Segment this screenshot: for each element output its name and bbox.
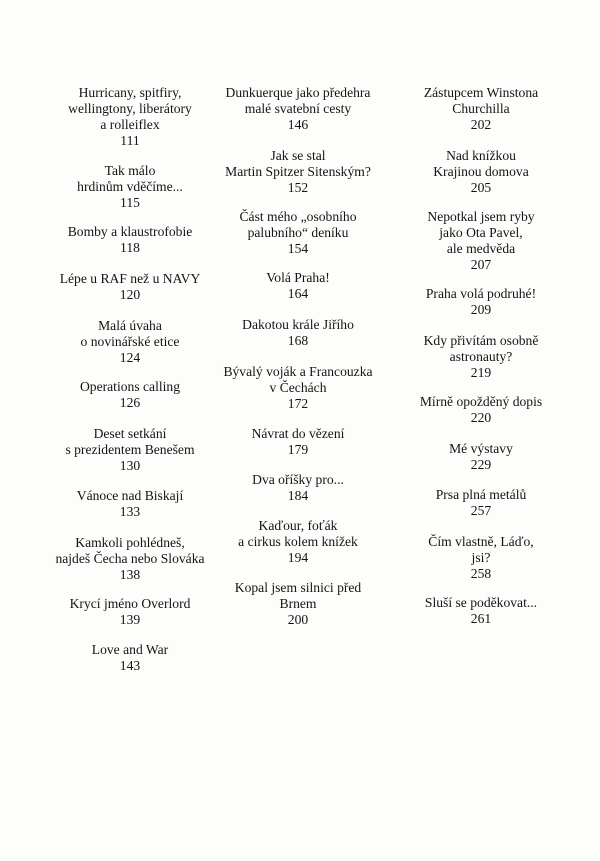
toc-entry-page-number: 124 xyxy=(119,350,141,365)
toc-entry-page-number: 194 xyxy=(287,550,309,565)
toc-entry xyxy=(381,148,581,196)
toc-entry xyxy=(198,317,398,349)
toc-entry-page-number: 138 xyxy=(119,567,141,582)
toc-entry-title-line: Tak málo xyxy=(104,163,156,178)
toc-entry-title-line: Prsa plná metálů xyxy=(435,487,527,502)
toc-entry-title-line: malé svatební cesty xyxy=(244,101,352,116)
toc-entry xyxy=(30,642,230,674)
toc-entry-title-line: hrdinům vděčíme... xyxy=(77,179,183,194)
toc-entry-title-line: Jak se stal xyxy=(270,148,326,163)
toc-entry-page-number: 152 xyxy=(287,180,309,195)
toc-entry-title-line: wellingtony, liberátory xyxy=(68,101,192,116)
toc-entry xyxy=(198,85,398,133)
toc-entry-title-line: Kdy přivítám osobně xyxy=(423,333,539,348)
toc-entry-title-line: Nad knížkou xyxy=(446,148,516,163)
toc-entry xyxy=(381,209,581,273)
toc-entry-page-number: 133 xyxy=(119,504,141,519)
toc-entry-title-line: Mé výstavy xyxy=(449,441,513,456)
toc-entry xyxy=(198,580,398,628)
toc-entry-title-line: s prezidentem Benešem xyxy=(65,442,195,457)
toc-entry xyxy=(381,286,581,318)
toc-entry-page-number: 220 xyxy=(470,410,492,425)
toc-entry xyxy=(198,270,398,302)
toc-entry-page-number: 172 xyxy=(287,396,309,411)
toc-entry-title-line: Kaďour, foťák xyxy=(258,518,338,533)
toc-entry-page-number: 168 xyxy=(287,333,309,348)
toc-entry-title-line: jsi? xyxy=(471,550,491,565)
toc-entry-page-number: 258 xyxy=(470,566,492,581)
toc-entry-title-line: Dakotou krále Jiřího xyxy=(242,317,354,332)
toc-entry-title-line: Krycí jméno Overlord xyxy=(69,596,191,611)
toc-entry-title-line: Praha volá podruhé! xyxy=(425,286,537,301)
toc-entry xyxy=(198,364,398,412)
toc-entry-page-number: 143 xyxy=(119,658,141,673)
toc-entry xyxy=(381,534,581,582)
toc-entry-page-number: 261 xyxy=(470,611,492,626)
toc-entry-title-line: a rolleiflex xyxy=(100,117,160,132)
toc-entry-title-line: v Čechách xyxy=(269,380,327,395)
toc-entry-page-number: 200 xyxy=(287,612,309,627)
toc-entry xyxy=(381,595,581,627)
toc-entry xyxy=(381,394,581,426)
toc-entry xyxy=(381,487,581,519)
toc-entry xyxy=(198,148,398,196)
toc-entry-title-line: Hurricany, spitfiry, xyxy=(78,85,182,100)
toc-entry-title-line: Operations calling xyxy=(79,379,181,394)
toc-entry-title-line: Malá úvaha xyxy=(98,318,162,333)
toc-entry-title-line: Sluší se poděkovat... xyxy=(424,595,538,610)
toc-entry-title-line: Kamkoli pohlédneš, xyxy=(75,535,185,550)
toc-entry-page-number: 130 xyxy=(119,458,141,473)
toc-entry-page-number: 207 xyxy=(470,257,492,272)
toc-entry-page-number: 115 xyxy=(120,195,140,210)
toc-entry-page-number: 111 xyxy=(120,133,140,148)
toc-entry-title-line: Deset setkání xyxy=(93,426,167,441)
toc-entry-title-line: Lépe u RAF než u NAVY xyxy=(59,271,201,286)
toc-entry-page-number: 146 xyxy=(287,117,309,132)
toc-entry-title-line: Zástupcem Winstona xyxy=(423,85,539,100)
toc-entry xyxy=(198,209,398,257)
toc-entry-title-line: Bomby a klaustrofobie xyxy=(67,224,193,239)
toc-entry xyxy=(381,85,581,133)
toc-entry xyxy=(198,426,398,458)
toc-entry-page-number: 257 xyxy=(470,503,492,518)
toc-entry-title-line: Mírně opožděný dopis xyxy=(419,394,543,409)
toc-entry xyxy=(381,441,581,473)
toc-entry-title-line: Dva oříšky pro... xyxy=(252,472,344,487)
toc-entry-title-line: palubního“ deníku xyxy=(247,225,349,240)
toc-entry-page-number: 164 xyxy=(287,286,309,301)
toc-entry-page-number: 179 xyxy=(287,442,309,457)
toc-entry-title-line: Kopal jsem silnici před xyxy=(234,580,362,595)
toc-entry-page-number: 126 xyxy=(119,395,141,410)
toc-entry-title-line: Část mého „osobního xyxy=(239,209,357,224)
toc-entry-title-line: Čím vlastně, Láďo, xyxy=(428,534,534,549)
toc-entry-title-line: Bývalý voják a Francouzka xyxy=(223,364,373,379)
toc-entry-title-line: Nepotkal jsem ryby xyxy=(427,209,535,224)
toc-entry-title-line: Vánoce nad Biskají xyxy=(76,488,184,503)
toc-entry-title-line: Churchilla xyxy=(452,101,510,116)
toc-entry xyxy=(198,472,398,504)
toc-entry-title-line: Martin Spitzer Sitenským? xyxy=(225,164,371,179)
toc-entry-page-number: 209 xyxy=(470,302,492,317)
toc-entry-page-number: 229 xyxy=(470,457,492,472)
toc-entry xyxy=(198,518,398,566)
toc-entry-page-number: 120 xyxy=(119,287,141,302)
toc-entry-title-line: Love and War xyxy=(91,642,169,657)
toc-entry-title-line: a cirkus kolem knížek xyxy=(238,534,358,549)
toc-entry-title-line: Brnem xyxy=(279,596,317,611)
toc-entry-title-line: Dunkuerque jako předehra xyxy=(225,85,371,100)
toc-entry-title-line: astronauty? xyxy=(449,349,513,364)
toc-entry-page-number: 219 xyxy=(470,365,492,380)
toc-entry-title-line: Návrat do vězení xyxy=(251,426,345,441)
toc-entry-page-number: 154 xyxy=(287,241,309,256)
toc-entry-title-line: o novinářské etice xyxy=(80,334,180,349)
toc-entry-title-line: ale medvěda xyxy=(446,241,516,256)
toc-entry-page-number: 139 xyxy=(119,612,141,627)
toc-entry-title-line: Krajinou domova xyxy=(433,164,529,179)
toc-entry-page-number: 118 xyxy=(120,240,140,255)
toc-entry-title-line: Volá Praha! xyxy=(266,270,330,285)
toc-entry-title-line: najdeš Čecha nebo Slováka xyxy=(55,551,205,566)
toc-entry xyxy=(381,333,581,381)
toc-entry-page-number: 205 xyxy=(470,180,492,195)
toc-entry-page-number: 184 xyxy=(287,488,309,503)
toc-entry-title-line: jako Ota Pavel, xyxy=(439,225,523,240)
toc-entry-page-number: 202 xyxy=(470,117,492,132)
